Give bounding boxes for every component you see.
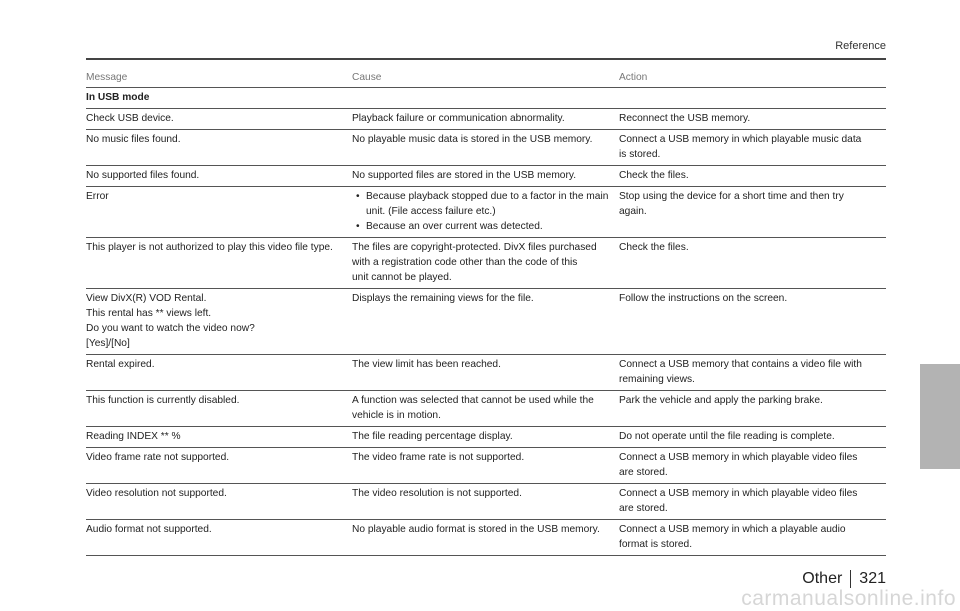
message-cell-line: Rental expired.	[86, 359, 155, 370]
message-cell-line: Reading INDEX ** %	[86, 431, 181, 442]
action-cell-line: Connect a USB memory in which playable music data	[619, 134, 862, 145]
usb-message-table	[86, 68, 886, 556]
table-row	[86, 130, 886, 166]
message-cell	[86, 238, 352, 289]
action-cell	[619, 448, 886, 484]
table-row	[86, 238, 886, 289]
cause-cell	[352, 289, 619, 355]
action-cell	[619, 355, 886, 391]
action-cell-line: are stored.	[619, 467, 668, 478]
cause-cell-line: with a registration code other than the code of this	[352, 257, 578, 268]
cause-cell-line: The video frame rate is not supported.	[352, 452, 525, 463]
table-row	[86, 355, 886, 391]
cause-cell	[352, 484, 619, 520]
action-cell-line: Connect a USB memory in which playable video files	[619, 488, 858, 499]
action-cell-line: remaining views.	[619, 374, 695, 385]
action-cell-line: Connect a USB memory in which a playable audio	[619, 524, 846, 535]
message-cell	[86, 355, 352, 391]
message-cell-line: Video resolution not supported.	[86, 488, 227, 499]
action-cell-line: are stored.	[619, 503, 668, 514]
page-number: 321	[859, 570, 886, 588]
table-row	[86, 484, 886, 520]
cause-cell	[352, 238, 619, 289]
action-cell-line: Check the files.	[619, 170, 689, 181]
action-cell	[619, 238, 886, 289]
table-row	[86, 391, 886, 427]
cause-cell-line: The view limit has been reached.	[352, 359, 501, 370]
cause-cell	[352, 130, 619, 166]
action-cell-line: is stored.	[619, 149, 661, 160]
message-cell	[86, 109, 352, 130]
action-cell	[619, 427, 886, 448]
action-cell-line: Connect a USB memory that contains a video file with	[619, 359, 862, 370]
cause-cell	[352, 166, 619, 187]
message-cell-line: View DivX(R) VOD Rental.	[86, 293, 207, 304]
action-cell-line: Check the files.	[619, 242, 689, 253]
message-cell-line: Check USB device.	[86, 113, 174, 124]
action-cell-line: again.	[619, 206, 647, 217]
cause-cell-line: No playable music data is stored in the USB memory.	[352, 134, 593, 145]
action-cell	[619, 187, 886, 238]
column-header-action: Action	[619, 68, 886, 88]
cause-cell-line: The files are copyright-protected. DivX files purchased	[352, 242, 597, 253]
message-cell	[86, 427, 352, 448]
cause-cell-line: Playback failure or communication abnormality.	[352, 113, 565, 124]
section-title-usb-mode: In USB mode	[86, 88, 886, 109]
cause-cell-line: No supported files are stored in the USB memory.	[352, 170, 577, 181]
action-cell	[619, 520, 886, 556]
action-cell-line: Follow the instructions on the screen.	[619, 293, 788, 304]
message-cell-line: [Yes]/[No]	[86, 338, 130, 349]
cause-cell	[352, 355, 619, 391]
cause-cell-line: • Because playback stopped due to a factor in the main unit. (File access failure etc.)	[352, 189, 619, 219]
action-cell-line: Connect a USB memory in which playable video files	[619, 452, 858, 463]
message-cell-line: This rental has ** views left.	[86, 308, 212, 319]
table-row	[86, 427, 886, 448]
cause-cell-line: vehicle is in motion.	[352, 410, 441, 421]
watermark-text: carmanualsonline.info	[741, 587, 956, 610]
message-cell	[86, 484, 352, 520]
footer-separator	[850, 570, 851, 588]
section-title: Reference	[835, 40, 886, 52]
message-cell-line: Video frame rate not supported.	[86, 452, 230, 463]
action-cell	[619, 289, 886, 355]
table-header-row	[86, 68, 886, 88]
message-cell-line: No music files found.	[86, 134, 181, 145]
action-cell	[619, 166, 886, 187]
message-cell	[86, 166, 352, 187]
message-cell-line: This player is not authorized to play this video file type.	[86, 242, 333, 253]
column-header-cause: Cause	[352, 68, 619, 88]
cause-cell-line: Displays the remaining views for the file.	[352, 293, 534, 304]
action-cell	[619, 484, 886, 520]
cause-cell-line: • Because an over current was detected.	[352, 219, 619, 234]
cause-cell-line: The video resolution is not supported.	[352, 488, 522, 499]
cause-cell-line: The file reading percentage display.	[352, 431, 513, 442]
table-row	[86, 109, 886, 130]
cause-cell	[352, 448, 619, 484]
message-cell-line: This function is currently disabled.	[86, 395, 240, 406]
action-cell-line: Do not operate until the file reading is complete.	[619, 431, 835, 442]
message-cell-line: Error	[86, 191, 109, 202]
section-row	[86, 88, 886, 109]
cause-cell	[352, 520, 619, 556]
message-cell	[86, 391, 352, 427]
message-cell	[86, 448, 352, 484]
message-cell-line: Do you want to watch the video now?	[86, 323, 255, 334]
cause-cell-line: No playable audio format is stored in the USB memory.	[352, 524, 600, 535]
message-cell-line: No supported files found.	[86, 170, 200, 181]
cause-cell	[352, 187, 619, 238]
message-cell	[86, 289, 352, 355]
cause-cell-line: unit cannot be played.	[352, 272, 452, 283]
chapter-name: Other	[802, 570, 843, 588]
action-cell-line: format is stored.	[619, 539, 693, 550]
header-rule	[86, 58, 886, 60]
table-row	[86, 448, 886, 484]
message-cell	[86, 520, 352, 556]
action-cell	[619, 391, 886, 427]
message-cell-line: Audio format not supported.	[86, 524, 212, 535]
cause-cell	[352, 109, 619, 130]
action-cell-line: Reconnect the USB memory.	[619, 113, 751, 124]
table-row	[86, 166, 886, 187]
page-footer	[802, 570, 886, 588]
table-row	[86, 187, 886, 238]
cause-cell	[352, 427, 619, 448]
message-cell	[86, 187, 352, 238]
action-cell-line: Park the vehicle and apply the parking brake.	[619, 395, 823, 406]
cause-cell	[352, 391, 619, 427]
table-row	[86, 289, 886, 355]
chapter-side-tab	[920, 364, 960, 469]
action-cell	[619, 130, 886, 166]
table-row	[86, 520, 886, 556]
cause-cell-line: A function was selected that cannot be used while the	[352, 395, 594, 406]
action-cell-line: Stop using the device for a short time and then try	[619, 191, 844, 202]
message-cell	[86, 130, 352, 166]
action-cell	[619, 109, 886, 130]
column-header-message: Message	[86, 68, 352, 88]
